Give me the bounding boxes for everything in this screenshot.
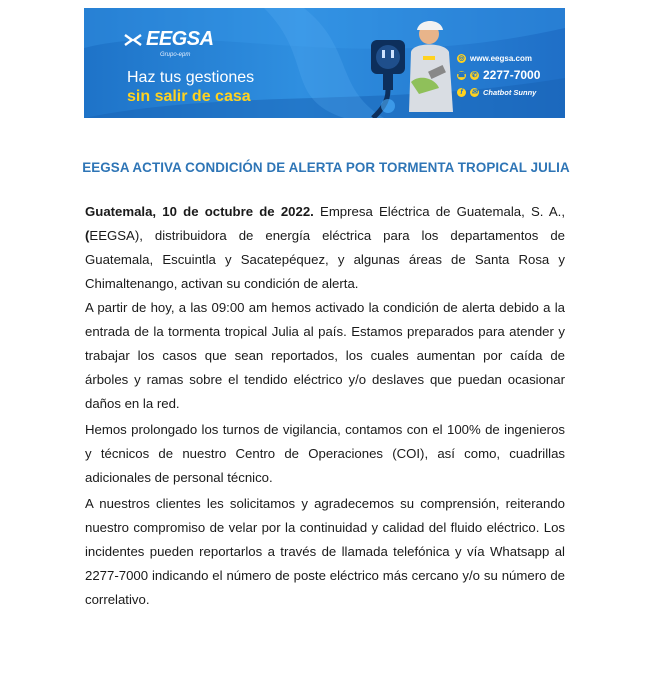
facebook-icon: f (457, 88, 466, 97)
whatsapp-icon: ✆ (471, 71, 478, 79)
dateline: Guatemala, 10 de octubre de 2022. (85, 204, 314, 219)
paragraph-1-text-a: Empresa Eléctrica de Guatemala, S. A., (313, 204, 565, 219)
globe-icon: ◎ (458, 55, 465, 62)
logo-subtitle: Grupo-epm (160, 52, 191, 58)
paragraph-1 (85, 200, 565, 296)
slogan-line-1: Haz tus gestiones (127, 69, 255, 86)
website-line[interactable] (457, 54, 532, 63)
press-release-headline: EEGSA ACTIVA CONDICIÓN DE ALERTA POR TORMENTA TROPICAL JULIA (82, 160, 570, 175)
website-text: www.eegsa.com (470, 54, 532, 63)
slogan-line-2: sin salir de casa (127, 88, 251, 105)
paragraph-1-paren: ( (85, 228, 90, 243)
paragraph-2: A partir de hoy, a las 09:00 am hemos activado la condición de alerta debido a la entrada de la tormenta tropical Julia al país. Estamos preparados para atender y trabajar los casos que sean reportados, los cuales aumentan por caída de árboles y ramas sobre el tendido eléctrico y/o deslaves que puedan ocasionar daños en la red. (85, 300, 565, 411)
logo-text: EEGSA (146, 28, 214, 50)
paragraph-1-text-b: EEGSA), distribuidora de energía eléctrica para los departamentos de Guatemala, Escuintla y Sacatepéquez, y algunas áreas de Santa Rosa y Chimaltenango, activan su condición de alerta. (85, 228, 565, 291)
phone-line[interactable] (457, 68, 540, 82)
messenger-icon: ✉ (471, 89, 478, 96)
paragraph-4: A nuestros clientes les solicitamos y agradecemos su comprensión, reiterando nuestro compromiso de velar por la continuidad y calidad del fluido eléctrico. Los incidentes pueden reportarlos a través de llamada telefónica y vía Whatsapp al 2277-7000 indicando el número de poste eléctrico más cercano y/o su número de correlativo. (85, 496, 565, 607)
promo-banner (84, 8, 565, 118)
chatbot-line[interactable] (457, 88, 536, 97)
technician-illustration (349, 12, 459, 118)
chatbot-text: Chatbot Sunny (483, 88, 537, 97)
paragraph-3: Hemos prolongado los turnos de vigilancia, contamos con el 100% de ingenieros y técnicos de nuestro Centro de Operaciones (COI), así como, cuadrillas adicionales de personal técnico. (85, 422, 565, 485)
phone-text: 2277-7000 (483, 68, 541, 82)
eegsa-logo (124, 28, 214, 51)
phone-icon: ☎ (457, 71, 466, 79)
eegsa-logo-mark-icon (124, 33, 142, 47)
